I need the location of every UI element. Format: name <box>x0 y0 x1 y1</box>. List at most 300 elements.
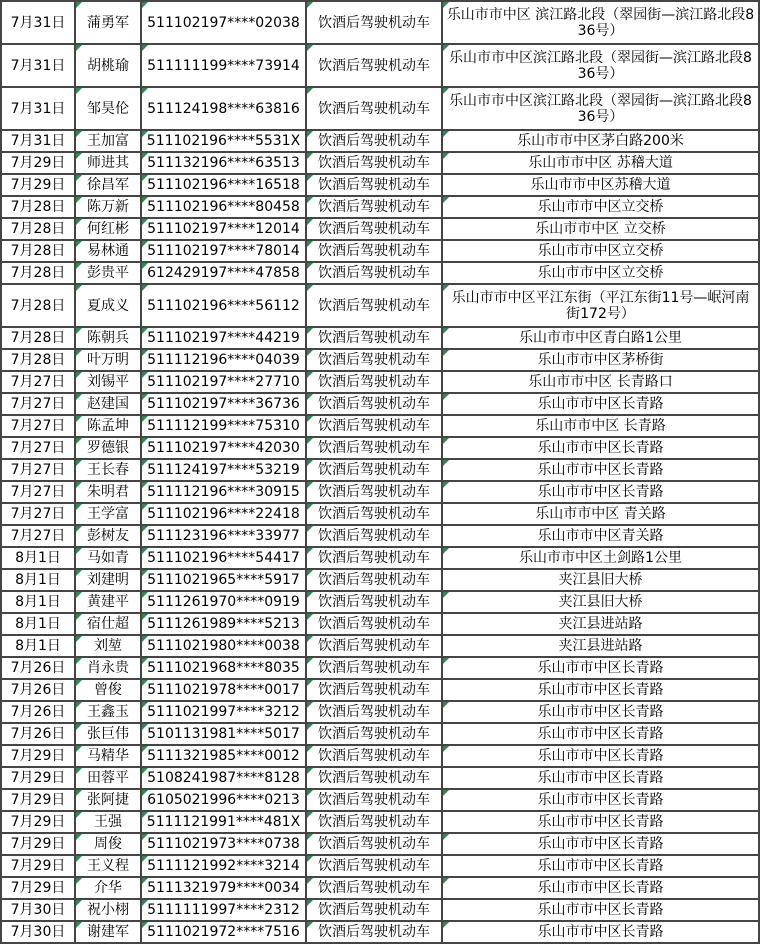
cell-flag-triangle-icon <box>76 350 82 356</box>
cell-flag-triangle-icon <box>307 153 313 159</box>
cell-flag-triangle-icon <box>76 285 82 291</box>
cell-text: 饮酒后驾驶机动车 <box>318 638 430 654</box>
cell-flag-triangle-icon <box>307 834 313 840</box>
cell-text: 饮酒后驾驶机动车 <box>318 616 430 632</box>
cell-date <box>1 218 75 240</box>
cell-text: 黄建平 <box>87 594 129 610</box>
cell-location <box>442 679 759 701</box>
cell-name <box>75 833 141 855</box>
cell-text: 511112196****30915 <box>147 484 300 500</box>
cell-flag-triangle-icon <box>76 438 82 444</box>
cell-text: 7月29日 <box>10 792 66 808</box>
cell-violation <box>306 393 442 415</box>
cell-violation <box>306 218 442 240</box>
cell-text: 朱明君 <box>87 484 129 500</box>
cell-text: 乐山市市中区长青路 <box>537 902 664 918</box>
cell-flag-triangle-icon <box>307 614 313 620</box>
cell-name <box>75 1 141 44</box>
cell-flag-triangle-icon <box>76 636 82 642</box>
cell-date <box>1 459 75 481</box>
cell-flag-triangle-icon <box>307 658 313 664</box>
cell-violation <box>306 525 442 547</box>
cell-location <box>442 459 759 481</box>
cell-text: 511102197****44219 <box>147 330 300 346</box>
cell-text: 7月28日 <box>10 352 66 368</box>
cell-text: 马如青 <box>87 550 129 566</box>
cell-text: 乐山市市中区茅白路200米 <box>517 133 684 149</box>
cell-text: 7月29日 <box>10 155 66 171</box>
cell-text: 511112199****75310 <box>147 418 300 434</box>
cell-text: 乐山市市中区土剑路1公里 <box>519 550 682 566</box>
cell-flag-triangle-icon <box>307 263 313 269</box>
cell-text: 饮酒后驾驶机动车 <box>318 243 430 259</box>
cell-flag-triangle-icon <box>76 45 82 51</box>
cell-location <box>442 701 759 723</box>
cell-id <box>141 284 306 327</box>
table-row <box>1 899 759 921</box>
cell-violation <box>306 613 442 635</box>
cell-location <box>442 415 759 437</box>
cell-text: 7月28日 <box>10 265 66 281</box>
cell-text: 511102197****78014 <box>147 243 300 259</box>
cell-text: 乐山市市中区 长青路口 <box>528 374 673 390</box>
cell-text: 乐山市市中区长青路 <box>537 858 664 874</box>
cell-text: 5111321979****0034 <box>147 880 300 896</box>
cell-date <box>1 767 75 789</box>
cell-text: 7月30日 <box>10 902 66 918</box>
cell-location <box>442 591 759 613</box>
table-row <box>1 371 759 393</box>
table-row <box>1 44 759 87</box>
cell-text: 5108241987****8128 <box>147 770 300 786</box>
cell-text: 饮酒后驾驶机动车 <box>318 221 430 237</box>
cell-id <box>141 349 306 371</box>
cell-text: 乐山市市中区长青路 <box>537 814 664 830</box>
cell-flag-triangle-icon <box>76 328 82 334</box>
table-row <box>1 877 759 899</box>
cell-violation <box>306 87 442 130</box>
cell-date <box>1 657 75 679</box>
cell-flag-triangle-icon <box>443 702 449 708</box>
cell-date <box>1 240 75 262</box>
cell-text: 乐山市市中区长青路 <box>537 748 664 764</box>
table-row <box>1 262 759 284</box>
cell-date <box>1 547 75 569</box>
cell-text: 刘建明 <box>87 572 129 588</box>
cell-name <box>75 393 141 415</box>
cell-flag-triangle-icon <box>307 900 313 906</box>
cell-flag-triangle-icon <box>76 526 82 532</box>
cell-name <box>75 218 141 240</box>
cell-name <box>75 152 141 174</box>
cell-id <box>141 262 306 284</box>
cell-violation <box>306 877 442 899</box>
cell-text: 8月1日 <box>15 550 61 566</box>
cell-location <box>442 327 759 349</box>
cell-text: 乐山市市中区青白路1公里 <box>519 330 682 346</box>
cell-location <box>442 921 759 943</box>
cell-text: 王加富 <box>87 133 129 149</box>
cell-text: 5111021968****8035 <box>147 660 300 676</box>
cell-text: 徐昌军 <box>87 177 129 193</box>
cell-date <box>1 87 75 130</box>
cell-id <box>141 525 306 547</box>
cell-name <box>75 591 141 613</box>
cell-text: 5111121991****481X <box>146 814 301 830</box>
cell-flag-triangle-icon <box>307 790 313 796</box>
cell-location <box>442 811 759 833</box>
cell-date <box>1 393 75 415</box>
cell-flag-triangle-icon <box>76 241 82 247</box>
cell-flag-triangle-icon <box>307 482 313 488</box>
cell-violation <box>306 1 442 44</box>
cell-text: 赵建国 <box>87 396 129 412</box>
cell-flag-triangle-icon <box>307 768 313 774</box>
cell-text: 周俊 <box>94 836 122 852</box>
cell-text: 乐山市市中区平江东街（平江东街11号—岷河南街172号） <box>451 289 750 322</box>
cell-name <box>75 371 141 393</box>
cell-name <box>75 899 141 921</box>
cell-date <box>1 613 75 635</box>
cell-location <box>442 87 759 130</box>
cell-text: 8月1日 <box>15 572 61 588</box>
cell-text: 7月29日 <box>10 748 66 764</box>
cell-flag-triangle-icon <box>76 812 82 818</box>
cell-text: 乐山市市中区滨江路北段（翠园街—滨江路北段836号） <box>449 49 752 82</box>
cell-name <box>75 87 141 130</box>
cell-flag-triangle-icon <box>443 658 449 664</box>
cell-text: 何红彬 <box>87 221 129 237</box>
table-row <box>1 921 759 943</box>
table-row <box>1 723 759 745</box>
cell-flag-triangle-icon <box>142 88 148 94</box>
cell-violation <box>306 855 442 877</box>
cell-location <box>442 855 759 877</box>
cell-text: 王强 <box>94 814 122 830</box>
cell-text: 王鑫玉 <box>87 704 129 720</box>
cell-text: 饮酒后驾驶机动车 <box>318 880 430 896</box>
table-row <box>1 240 759 262</box>
cell-text: 夹江县旧大桥 <box>558 572 643 588</box>
cell-text: 夏成义 <box>87 297 129 314</box>
cell-text: 饮酒后驾驶机动车 <box>318 792 430 808</box>
cell-flag-triangle-icon <box>443 131 449 137</box>
cell-text: 夹江县进站路 <box>558 616 643 632</box>
cell-text: 8月1日 <box>15 616 61 632</box>
cell-flag-triangle-icon <box>76 2 82 8</box>
cell-flag-triangle-icon <box>307 45 313 51</box>
cell-date <box>1 349 75 371</box>
cell-flag-triangle-icon <box>76 900 82 906</box>
cell-flag-triangle-icon <box>76 416 82 422</box>
cell-text: 饮酒后驾驶机动车 <box>318 484 430 500</box>
cell-text: 5111261970****0919 <box>147 594 300 610</box>
cell-name <box>75 877 141 899</box>
cell-date <box>1 371 75 393</box>
cell-date <box>1 921 75 943</box>
cell-text: 饮酒后驾驶机动车 <box>318 462 430 478</box>
cell-flag-triangle-icon <box>76 504 82 510</box>
cell-flag-triangle-icon <box>76 153 82 159</box>
cell-flag-triangle-icon <box>76 570 82 576</box>
cell-flag-triangle-icon <box>76 394 82 400</box>
cell-flag-triangle-icon <box>307 438 313 444</box>
cell-flag-triangle-icon <box>307 460 313 466</box>
cell-location <box>442 44 759 87</box>
cell-id <box>141 679 306 701</box>
table-row <box>1 218 759 240</box>
cell-date <box>1 437 75 459</box>
cell-location <box>442 503 759 525</box>
cell-location <box>442 723 759 745</box>
cell-violation <box>306 459 442 481</box>
cell-name <box>75 855 141 877</box>
cell-violation <box>306 591 442 613</box>
cell-text: 饮酒后驾驶机动车 <box>318 352 430 368</box>
cell-text: 乐山市市中区苏稽大道 <box>530 177 671 193</box>
cell-text: 饮酒后驾驶机动车 <box>318 440 430 456</box>
cell-id <box>141 877 306 899</box>
cell-text: 7月30日 <box>10 924 66 940</box>
cell-id <box>141 44 306 87</box>
cell-flag-triangle-icon <box>307 746 313 752</box>
cell-flag-triangle-icon <box>307 702 313 708</box>
cell-violation <box>306 284 442 327</box>
cell-text: 7月26日 <box>10 704 66 720</box>
table-row <box>1 679 759 701</box>
cell-text: 5111021997****3212 <box>147 704 300 720</box>
cell-text: 乐山市市中区滨江路北段（翠园街—滨江路北段836号） <box>449 92 752 125</box>
cell-flag-triangle-icon <box>76 746 82 752</box>
cell-id <box>141 789 306 811</box>
cell-id <box>141 437 306 459</box>
cell-name <box>75 745 141 767</box>
cell-name <box>75 503 141 525</box>
cell-date <box>1 262 75 284</box>
cell-flag-triangle-icon <box>142 45 148 51</box>
cell-text: 511102197****42030 <box>147 440 300 456</box>
cell-id <box>141 393 306 415</box>
cell-name <box>75 284 141 327</box>
cell-name <box>75 921 141 943</box>
cell-violation <box>306 811 442 833</box>
cell-text: 饮酒后驾驶机动车 <box>318 177 430 193</box>
table-body <box>1 1 759 943</box>
cell-text: 511124198****63816 <box>147 100 300 117</box>
cell-text: 饮酒后驾驶机动车 <box>318 199 430 215</box>
cell-id <box>141 767 306 789</box>
table-row <box>1 613 759 635</box>
cell-flag-triangle-icon <box>307 219 313 225</box>
cell-text: 饮酒后驾驶机动车 <box>318 726 430 742</box>
table-row <box>1 701 759 723</box>
cell-flag-triangle-icon <box>307 175 313 181</box>
cell-date <box>1 811 75 833</box>
cell-flag-triangle-icon <box>443 790 449 796</box>
cell-flag-triangle-icon <box>76 658 82 664</box>
cell-text: 511112196****04039 <box>147 352 300 368</box>
cell-name <box>75 481 141 503</box>
cell-violation <box>306 635 442 657</box>
cell-text: 5111321985****0012 <box>147 748 300 764</box>
cell-id <box>141 723 306 745</box>
cell-text: 饮酒后驾驶机动车 <box>318 594 430 610</box>
cell-flag-triangle-icon <box>76 482 82 488</box>
cell-text: 7月31日 <box>10 100 66 117</box>
cell-flag-triangle-icon <box>443 153 449 159</box>
cell-date <box>1 635 75 657</box>
cell-date <box>1 1 75 44</box>
cell-id <box>141 130 306 152</box>
cell-flag-triangle-icon <box>443 197 449 203</box>
cell-id <box>141 701 306 723</box>
cell-date <box>1 877 75 899</box>
cell-text: 511102196****16518 <box>147 177 300 193</box>
cell-text: 乐山市市中区长青路 <box>537 770 664 786</box>
cell-text: 5111021980****0038 <box>147 638 300 654</box>
cell-name <box>75 723 141 745</box>
cell-text: 7月31日 <box>10 14 66 31</box>
cell-text: 5111121992****3214 <box>147 858 300 874</box>
cell-violation <box>306 569 442 591</box>
cell-text: 5111021972****7516 <box>147 924 300 940</box>
cell-text: 612429197****47858 <box>147 265 300 281</box>
table-row <box>1 789 759 811</box>
cell-name <box>75 525 141 547</box>
cell-location <box>442 657 759 679</box>
cell-date <box>1 833 75 855</box>
cell-flag-triangle-icon <box>307 570 313 576</box>
cell-text: 饮酒后驾驶机动车 <box>318 133 430 149</box>
cell-date <box>1 899 75 921</box>
cell-text: 饮酒后驾驶机动车 <box>318 418 430 434</box>
cell-text: 饮酒后驾驶机动车 <box>318 836 430 852</box>
cell-name <box>75 613 141 635</box>
cell-id <box>141 371 306 393</box>
cell-name <box>75 701 141 723</box>
cell-flag-triangle-icon <box>443 460 449 466</box>
cell-text: 谢建军 <box>87 924 129 940</box>
cell-location <box>442 525 759 547</box>
cell-violation <box>306 415 442 437</box>
cell-date <box>1 591 75 613</box>
cell-location <box>442 789 759 811</box>
table-row <box>1 767 759 789</box>
cell-text: 叶万明 <box>87 352 129 368</box>
cell-text: 7月29日 <box>10 814 66 830</box>
cell-date <box>1 174 75 196</box>
cell-flag-triangle-icon <box>307 812 313 818</box>
cell-text: 饮酒后驾驶机动车 <box>318 14 430 31</box>
table-row <box>1 459 759 481</box>
cell-flag-triangle-icon <box>307 680 313 686</box>
cell-flag-triangle-icon <box>76 768 82 774</box>
cell-violation <box>306 371 442 393</box>
cell-text: 511123196****33977 <box>147 528 300 544</box>
cell-text: 511132196****63513 <box>147 155 300 171</box>
cell-flag-triangle-icon <box>76 197 82 203</box>
cell-text: 7月29日 <box>10 177 66 193</box>
cell-text: 511102196****54417 <box>147 550 300 566</box>
cell-date <box>1 327 75 349</box>
cell-text: 夹江县进站路 <box>558 638 643 654</box>
cell-name <box>75 811 141 833</box>
cell-flag-triangle-icon <box>76 548 82 554</box>
cell-text: 彭贵平 <box>87 265 129 281</box>
cell-text: 邹昊伦 <box>87 100 129 117</box>
table-row <box>1 284 759 327</box>
cell-text: 曾俊 <box>94 682 122 698</box>
cell-text: 乐山市市中区长青路 <box>537 660 664 676</box>
cell-flag-triangle-icon <box>307 878 313 884</box>
cell-text: 饮酒后驾驶机动车 <box>318 374 430 390</box>
cell-text: 王长春 <box>87 462 129 478</box>
cell-text: 饮酒后驾驶机动车 <box>318 814 430 830</box>
cell-text: 7月29日 <box>10 836 66 852</box>
table-row <box>1 833 759 855</box>
cell-location <box>442 152 759 174</box>
cell-text: 7月31日 <box>10 57 66 74</box>
cell-date <box>1 152 75 174</box>
cell-text: 511102196****80458 <box>147 199 300 215</box>
cell-text: 7月28日 <box>10 297 66 314</box>
cell-text: 乐山市市中区长青路 <box>537 836 664 852</box>
cell-text: 乐山市市中区立交桥 <box>537 199 664 215</box>
cell-location <box>442 393 759 415</box>
cell-text: 乐山市市中区长青路 <box>537 704 664 720</box>
cell-text: 7月27日 <box>10 440 66 456</box>
cell-name <box>75 240 141 262</box>
cell-text: 乐山市市中区长青路 <box>537 726 664 742</box>
table-row <box>1 635 759 657</box>
cell-location <box>442 1 759 44</box>
cell-violation <box>306 174 442 196</box>
cell-location <box>442 833 759 855</box>
cell-text: 饮酒后驾驶机动车 <box>318 265 430 281</box>
cell-location <box>442 635 759 657</box>
cell-text: 乐山市市中区茅桥街 <box>537 352 664 368</box>
cell-flag-triangle-icon <box>443 548 449 554</box>
table-row <box>1 349 759 371</box>
cell-violation <box>306 349 442 371</box>
cell-name <box>75 44 141 87</box>
cell-location <box>442 745 759 767</box>
cell-id <box>141 196 306 218</box>
cell-text: 饮酒后驾驶机动车 <box>318 924 430 940</box>
cell-name <box>75 174 141 196</box>
cell-text: 罗德银 <box>87 440 129 456</box>
cell-text: 511102196****5531X <box>146 133 301 149</box>
cell-id <box>141 459 306 481</box>
cell-violation <box>306 723 442 745</box>
cell-flag-triangle-icon <box>443 592 449 598</box>
cell-location <box>442 218 759 240</box>
cell-text: 王学富 <box>87 506 129 522</box>
cell-violation <box>306 547 442 569</box>
cell-violation <box>306 745 442 767</box>
cell-flag-triangle-icon <box>307 724 313 730</box>
table-row <box>1 547 759 569</box>
cell-flag-triangle-icon <box>443 285 449 291</box>
cell-text: 5111111997****2312 <box>147 902 300 918</box>
cell-text: 陈万新 <box>87 199 129 215</box>
cell-flag-triangle-icon <box>142 2 148 8</box>
cell-text: 乐山市市中区长青路 <box>537 484 664 500</box>
table-row <box>1 174 759 196</box>
cell-flag-triangle-icon <box>76 922 82 928</box>
cell-flag-triangle-icon <box>443 482 449 488</box>
cell-flag-triangle-icon <box>443 878 449 884</box>
